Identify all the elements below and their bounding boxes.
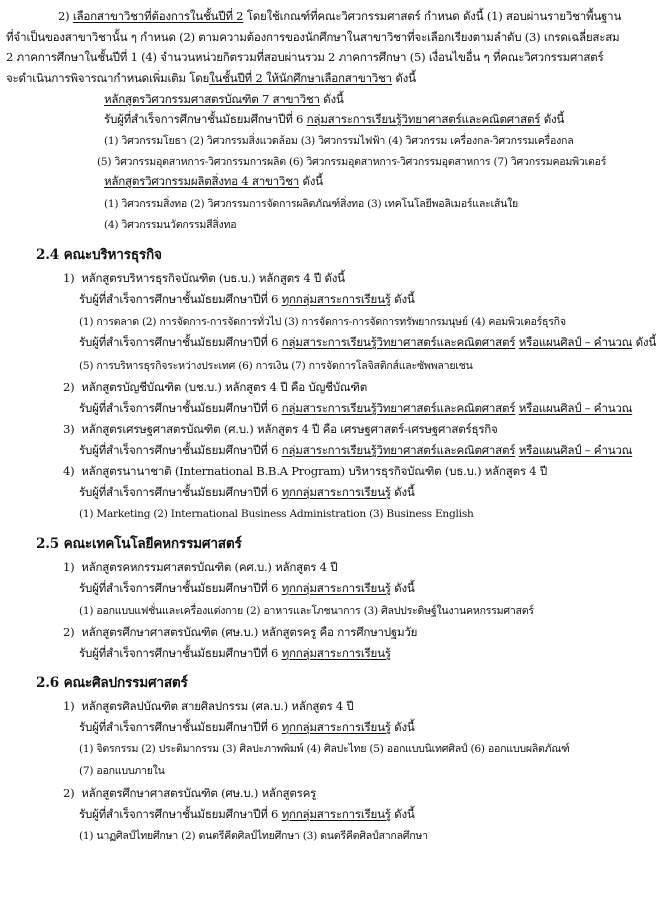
text: รับผู้ที่สำเร็จการศึกษาชั้นมัธยมศึกษาปีที่ 6 [79, 720, 282, 734]
majors-line: (7) ออกแบบภายใน [79, 765, 165, 777]
list-number: 2) [63, 625, 75, 639]
text: ดังนี้ [319, 92, 344, 106]
program-title: หลักสูตรเศรษฐศาสตรบัณฑิต (ศ.บ.) หลักสูตร 4 ปี คือ เศรษฐศาสตร์-เศรษฐศาสตร์ธุรกิจ [81, 422, 498, 436]
intro-line-3: 2 ภาคการศึกษาในชั้นปีที่ 1 (4) จำนวนหน่วยกิตรวมที่สอบผ่านรวม 2 ภาคการศึกษา (5) เงื่อนไขอื่น ๆ ที่คณะวิศวกรรมศาสตร์ [6, 50, 604, 64]
list-number: 1) [63, 699, 75, 713]
list-item-1 [63, 559, 337, 575]
acceptance-line [79, 580, 415, 596]
acceptance-line [79, 645, 391, 661]
underlined-text: หรือแผนศิลป์ – คำนวณ [518, 335, 633, 349]
underlined-text: หรือแผนศิลป์ – คำนวณ [518, 443, 633, 457]
majors-line: (5) การบริหารธุรกิจระหว่างประเทศ (6) การเงิน (7) การจัดการโลจิสติกส์และซัพพลายเชน [79, 360, 473, 372]
program-title: หลักสูตรศึกษาศาสตรบัณฑิต (ศษ.บ.) หลักสูตรครู [81, 786, 317, 800]
text: ดังนี้ [390, 485, 415, 499]
underlined-text: เลือกสาขาวิชาที่ต้องการในชั้นปีที่ 2 [72, 9, 244, 23]
text: รับผู้ที่สำเร็จการศึกษาชั้นมัธยมศึกษาปีที่ 6 [79, 401, 282, 415]
eng-acceptance [104, 111, 564, 127]
list-number: 1) [63, 271, 75, 285]
text: รับผู้ที่สำเร็จการศึกษาชั้นมัธยมศึกษาปีที่ 6 [79, 581, 282, 595]
list-number: 2) [63, 380, 75, 394]
textile-majors-1: (1) วิศวกรรมสิ่งทอ (2) วิศวกรรมการจัดการผลิตภัณฑ์สิ่งทอ (3) เทคโนโลยีพอลิเมอร์และเส้นใย [104, 198, 518, 210]
text: ดังนี้ [390, 292, 415, 306]
text: รับผู้ที่สำเร็จการศึกษาชั้นมัธยมศึกษาปีที่ 6 [104, 112, 307, 126]
list-item-2 [63, 785, 316, 801]
program-title: หลักสูตรศิลปบัณฑิต สายศิลปกรรม (ศล.บ.) หลักสูตร 4 ปี [81, 699, 354, 713]
section-heading-2-6: 2.6 คณะศิลปกรรมศาสตร์ [36, 675, 188, 691]
list-item-4 [63, 463, 547, 479]
list-item-1 [63, 270, 345, 286]
majors-line: (1) ออกแบบแฟชั่นและเครื่องแต่งกาย (2) อาหารและโภชนาการ (3) ศิลปประดิษฐ์ในงานคหกรรมศาสตร์ [79, 605, 534, 617]
program-title: หลักสูตรบัญชีบัณฑิต (บช.บ.) หลักสูตร 4 ปี คือ บัญชีบัณฑิต [81, 380, 368, 394]
list-item-2 [63, 624, 417, 640]
list-number: 2) [63, 786, 75, 800]
text: ดังนี้ [299, 174, 323, 188]
acceptance-line [79, 806, 415, 822]
list-number: 4) [63, 464, 75, 478]
underlined-text: ทุกกลุ่มสาระการเรียนรู้ [281, 581, 391, 595]
text: รับผู้ที่สำเร็จการศึกษาชั้นมัธยมศึกษาปีที่ 6 [79, 807, 282, 821]
textile-majors-2: (4) วิศวกรรมนวัตกรรมสีสิ่งทอ [104, 219, 237, 231]
acceptance-line [79, 291, 415, 307]
list-number: 1) [63, 560, 75, 574]
text: รับผู้ที่สำเร็จการศึกษาชั้นมัธยมศึกษาปีที่ 6 [79, 292, 282, 306]
underlined-text: ทุกกลุ่มสาระการเรียนรู้ [281, 807, 391, 821]
text: ดังนี้ [390, 581, 415, 595]
underlined-text: กลุ่มสาระการเรียนรู้วิทยาศาสตร์และคณิตศาสตร์ [306, 112, 541, 126]
text: รับผู้ที่สำเร็จการศึกษาชั้นมัธยมศึกษาปีที่ 6 [79, 443, 282, 457]
intro-line-2: ที่จำเป็นของสาขาวิชานั้น ๆ กำหนด (2) ตามความต้องการของนักศึกษาในสาขาวิชาที่จะเลือกเรียงตามลำดับ (3) เกรดเฉลี่ยสะสม [6, 30, 620, 44]
intro-line-4 [6, 70, 416, 86]
acceptance-line-2 [79, 334, 656, 350]
text: ดังนี้ [390, 720, 415, 734]
list-number: 3) [63, 422, 75, 436]
underlined-text: หรือแผนศิลป์ – คำนวณ [518, 401, 633, 415]
text: ดังนี้ [540, 112, 565, 126]
underlined-text: หลักสูตรวิศวกรรมผลิตสิ่งทอ 4 สาขาวิชา [104, 174, 300, 188]
text: จะดำเนินการพิจารณากำหนดเพิ่มเติม โดย [6, 71, 210, 85]
list-item-2 [63, 379, 367, 395]
underlined-text: ทุกกลุ่มสาระการเรียนรู้ [281, 292, 391, 306]
majors-line: (1) Marketing (2) International Business Administration (3) Business English [79, 508, 474, 520]
list-number: 2) [58, 9, 70, 23]
majors-line: (1) นาฏศิลป์ไทยศึกษา (2) ดนตรีคีตศิลป์ไทยศึกษา (3) ดนตรีคีตศิลป์สากลศึกษา [79, 830, 428, 842]
eng-program-title [104, 91, 344, 107]
underlined-text: กลุ่มสาระการเรียนรู้วิทยาศาสตร์และคณิตศาสตร์ [281, 335, 516, 349]
intro-line-1 [58, 8, 621, 24]
underlined-text: ทุกกลุ่มสาระการเรียนรู้ [281, 646, 391, 660]
list-item-1 [63, 698, 354, 714]
underlined-text: กลุ่มสาระการเรียนรู้วิทยาศาสตร์และคณิตศาสตร์ [281, 443, 516, 457]
acceptance-line [79, 442, 632, 458]
underlined-text: กลุ่มสาระการเรียนรู้วิทยาศาสตร์และคณิตศาสตร์ [281, 401, 516, 415]
majors-line: (1) จิตรกรรม (2) ประติมากรรม (3) ศิลปะภาพพิมพ์ (4) ศิลปะไทย (5) ออกแบบนิเทศศิลป์ (6) ออกแบบผลิตภัณฑ์ [79, 743, 570, 755]
text: รับผู้ที่สำเร็จการศึกษาชั้นมัธยมศึกษาปีที่ 6 [79, 335, 282, 349]
textile-program-title [104, 173, 323, 189]
acceptance-line [79, 484, 415, 500]
underlined-text: ทุกกลุ่มสาระการเรียนรู้ [281, 485, 391, 499]
underlined-text: ทุกกลุ่มสาระการเรียนรู้ [281, 720, 391, 734]
program-title: หลักสูตรบริหารธุรกิจบัณฑิต (บธ.บ.) หลักสูตร 4 ปี ดังนี้ [81, 271, 345, 285]
text: รับผู้ที่สำเร็จการศึกษาชั้นมัธยมศึกษาปีที่ 6 [79, 646, 282, 660]
program-title: หลักสูตรคหกรรมศาสตรบัณฑิต (คศ.บ.) หลักสูตร 4 ปี [81, 560, 338, 574]
section-heading-2-4: 2.4 คณะบริหารธุรกิจ [36, 247, 162, 263]
text: ดังนี้ [391, 71, 416, 85]
underlined-text: หลักสูตรวิศวกรรมศาสตรบัณฑิต 7 สาขาวิชา [104, 92, 320, 106]
acceptance-line [79, 719, 415, 735]
eng-majors-2: (5) วิศวกรรมอุตสาหการ-วิศวกรรมการผลิต (6) วิศวกรรมอุตสาหการ-วิศวกรรมอุตสาหการ (7) วิศวกรรมคอมพิวเตอร์ [97, 156, 607, 168]
underlined-text: ในชั้นปีที่ 2 ให้นักศึกษาเลือกสาขาวิชา [209, 71, 392, 85]
program-title: หลักสูตรศึกษาศาสตรบัณฑิต (ศษ.บ.) หลักสูตรครู คือ การศึกษาปฐมวัย [81, 625, 418, 639]
section-heading-2-5: 2.5 คณะเทคโนโลยีคหกรรมศาสตร์ [36, 536, 242, 552]
acceptance-line [79, 400, 632, 416]
text: ดังนี้ [390, 807, 415, 821]
program-title: หลักสูตรนานาชาติ (International B.B.A Program) บริหารธุรกิจบัณฑิต (บธ.บ.) หลักสูตร 4 ปี [81, 464, 547, 478]
text: ดังนี้ [632, 335, 656, 349]
text: โดยใช้เกณฑ์ที่คณะวิศวกรรมศาสตร์ กำหนด ดังนี้ (1) สอบผ่านรายวิชาพื้นฐาน [243, 9, 622, 23]
text: รับผู้ที่สำเร็จการศึกษาชั้นมัธยมศึกษาปีที่ 6 [79, 485, 282, 499]
majors-line: (1) การตลาด (2) การจัดการ-การจัดการทั่วไป (3) การจัดการ-การจัดการทรัพยากรมนุษย์ (4) คอมพิวเตอร์ธุรกิจ [79, 316, 566, 328]
eng-majors-1: (1) วิศวกรรมโยธา (2) วิศวกรรมสิ่งแวดล้อม (3) วิศวกรรมไฟฟ้า (4) วิศวกรรม เครื่องกล-วิศวกรรมเครื่องกล [104, 135, 574, 147]
list-item-3 [63, 421, 498, 437]
